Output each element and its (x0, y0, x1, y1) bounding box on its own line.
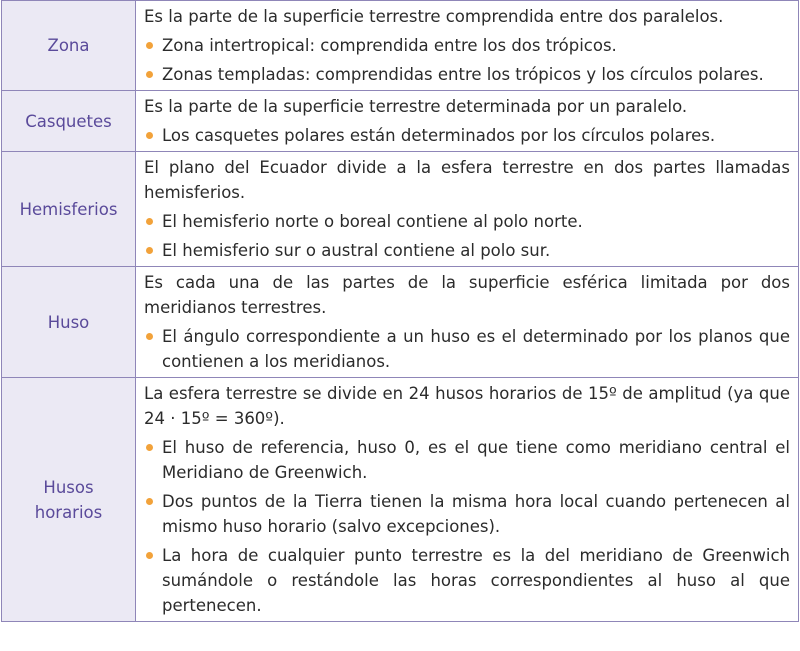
bullet-item: Zona intertropical: comprendida entre los dos trópicos. (144, 33, 790, 58)
table-row (2, 91, 799, 152)
bullet-list (144, 435, 790, 618)
bullet-item: El hemisferio sur o austral contiene al polo sur. (144, 238, 790, 263)
definition-text: La esfera terrestre se divide en 24 husos horarios de 15º de amplitud (ya que 24 · 15º = 360º). (144, 384, 790, 428)
bullet-item: El huso de referencia, huso 0, es el que tiene como meridiano central el Meridiano de Greenwich. (144, 435, 790, 485)
bullet-item: Dos puntos de la Tierra tienen la misma hora local cuando pertenecen al mismo huso horario (salvo excepciones). (144, 489, 790, 539)
table-row (2, 267, 799, 378)
definition-text: Es la parte de la superficie terrestre comprendida entre dos paralelos. (144, 7, 724, 26)
table-row (2, 1, 799, 91)
bullet-item: Los casquetes polares están determinados por los círculos polares. (144, 123, 790, 148)
bullet-list (144, 209, 790, 263)
term-label: Husos horarios (34, 477, 103, 522)
term-cell (2, 378, 136, 622)
definitions-table (1, 0, 799, 622)
bullet-list (144, 123, 790, 148)
bullet-item: El ángulo correspondiente a un huso es el determinado por los planos que contienen a los meridianos. (144, 324, 790, 374)
term-label: Huso (47, 312, 90, 332)
definition-text: Es cada una de las partes de la superficie esférica limitada por dos meridianos terrestres. (144, 273, 790, 317)
bullet-list (144, 33, 790, 87)
term-label: Zona (47, 36, 90, 55)
term-label: Hemisferios (19, 199, 118, 219)
definition-cell (136, 378, 799, 622)
bullet-item: Zonas templadas: comprendidas entre los trópicos y los círculos polares. (144, 62, 790, 87)
definition-cell (136, 267, 799, 378)
bullet-item: La hora de cualquier punto terrestre es la del meridiano de Greenwich sumándole o restándole las horas correspondientes al huso al que pertenecen. (144, 543, 790, 618)
term-cell (2, 267, 136, 378)
definition-text: Es la parte de la superficie terrestre determinada por un paralelo. (144, 97, 688, 116)
bullet-list (144, 324, 790, 374)
term-cell (2, 1, 136, 91)
definition-cell (136, 152, 799, 267)
definition-text: El plano del Ecuador divide a la esfera terrestre en dos partes llamadas hemisferios. (144, 158, 790, 202)
definition-cell (136, 91, 799, 152)
term-cell (2, 152, 136, 267)
definition-cell (136, 1, 799, 91)
term-label: Casquetes (25, 111, 112, 131)
bullet-item: El hemisferio norte o boreal contiene al polo norte. (144, 209, 790, 234)
table-row (2, 152, 799, 267)
table-row (2, 378, 799, 622)
term-cell (2, 91, 136, 152)
